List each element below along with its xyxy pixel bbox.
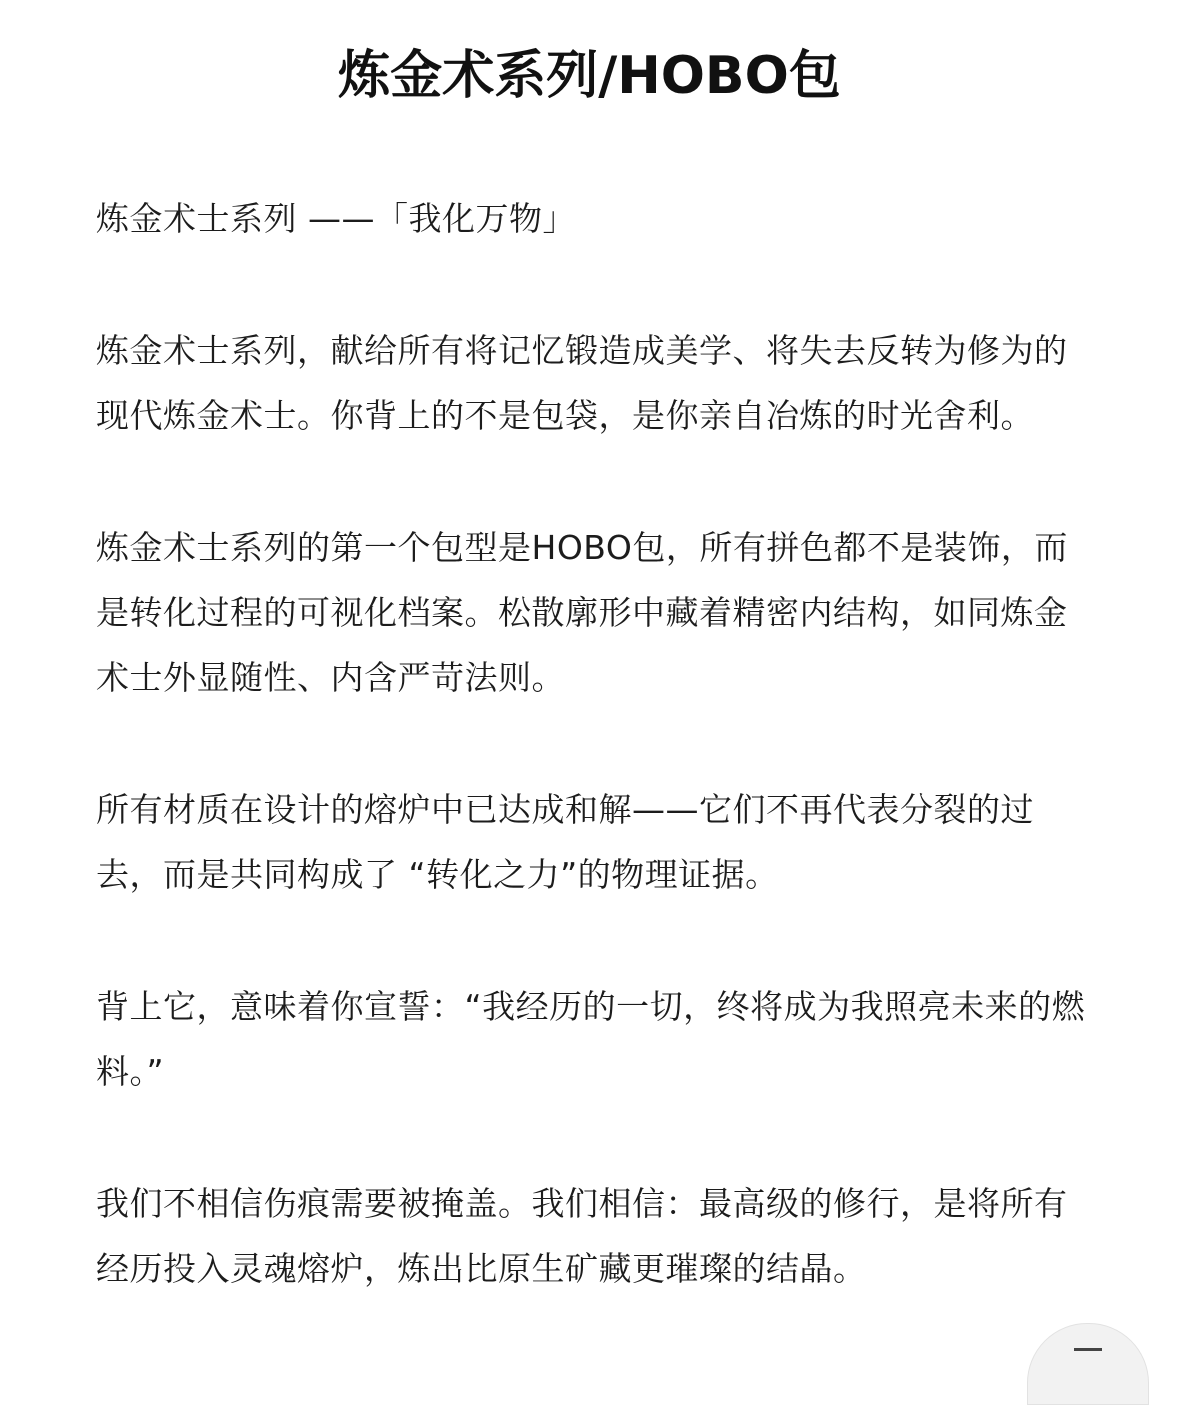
menu-icon xyxy=(1074,1348,1102,1351)
floating-menu-button[interactable] xyxy=(1027,1323,1149,1405)
page-title: 炼金术系列/HOBO包 xyxy=(338,45,841,106)
paragraph-subtitle: 炼金术士系列 ——「我化万物」 xyxy=(96,199,576,238)
paragraph-belief: 我们不相信伤痕需要被掩盖。我们相信：最高级的修行，是将所有经历投入灵魂熔炉，炼出比原生矿藏更璀璨的结晶。 xyxy=(96,1184,1068,1288)
paragraph-oath: 背上它，意味着你宣誓：“我经历的一切，终将成为我照亮未来的燃料。” xyxy=(96,987,1086,1091)
paragraph-hobo: 炼金术士系列的第一个包型是HOBO包，所有拼色都不是装饰，而是转化过程的可视化档案。松散廓形中藏着精密内结构，如同炼金术士外显随性、内含严苛法则。 xyxy=(96,528,1068,697)
paragraph-materials: 所有材质在设计的熔炉中已达成和解——它们不再代表分裂的过去，而是共同构成了 “转化之力”的物理证据。 xyxy=(96,790,1034,894)
article-body xyxy=(96,186,1090,1301)
paragraph-intro: 炼金术士系列，献给所有将记忆锻造成美学、将失去反转为修为的现代炼金术士。你背上的不是包袋，是你亲自冶炼的时光舍利。 xyxy=(96,331,1068,435)
